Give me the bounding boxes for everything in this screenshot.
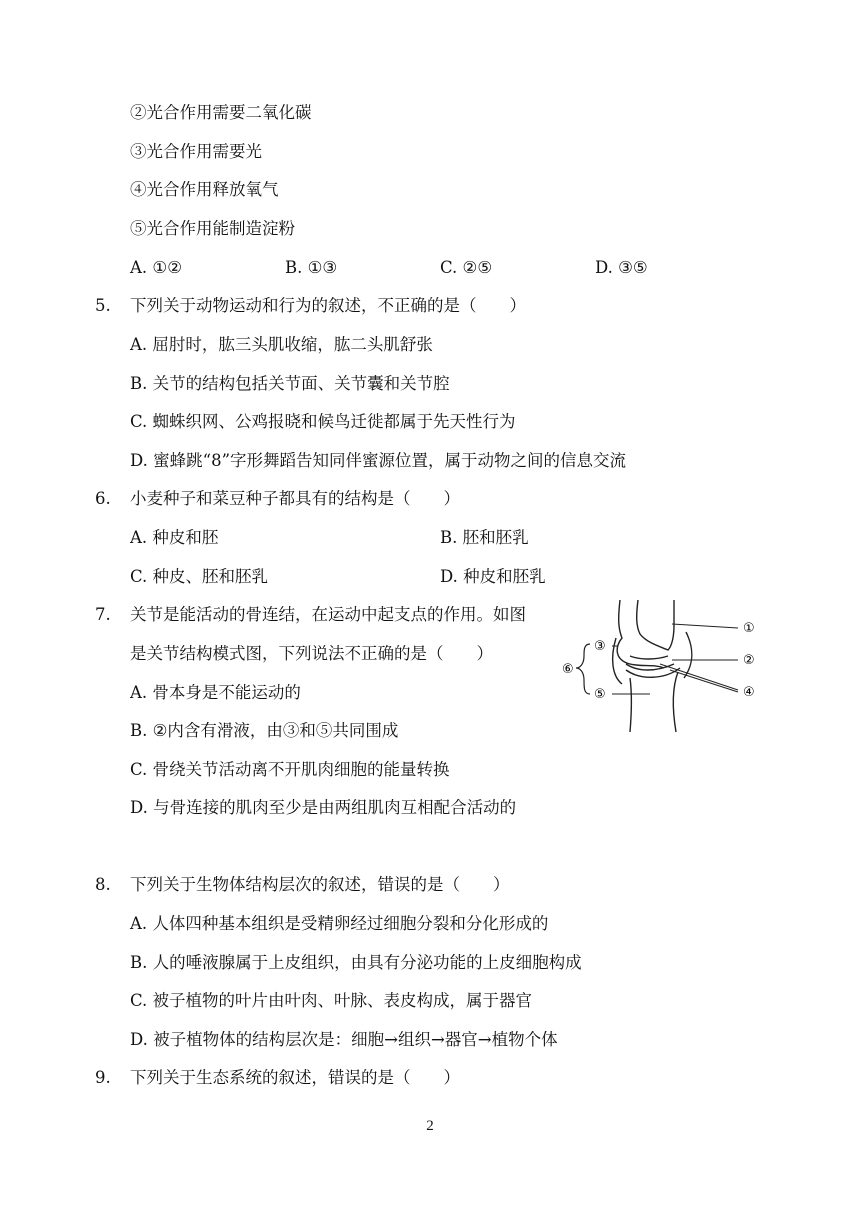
- q4-option-b: B. ①③: [285, 258, 338, 277]
- label-one: ①: [743, 621, 755, 636]
- q8-option-c: C. 被子植物的叶片由叶肉、叶脉、表皮构成，属于器官: [130, 991, 533, 1010]
- q7-number: 7.: [95, 605, 111, 624]
- q8-option-d: D. 被子植物体的结构层次是：细胞→组织→器官→植物个体: [130, 1030, 558, 1049]
- q9-stem: 下列关于生态系统的叙述，错误的是（ ）: [130, 1068, 460, 1087]
- label-four: ④: [743, 685, 755, 700]
- q5-stem: 下列关于动物运动和行为的叙述，不正确的是（ ）: [130, 296, 526, 315]
- q6-option-c: C. 种皮、胚和胚乳: [130, 567, 269, 586]
- q7-option-a: A. 骨本身是不能运动的: [130, 683, 301, 702]
- label-two: ②: [743, 653, 755, 668]
- q4-option-a: A. ①②: [130, 258, 182, 277]
- q8-number: 8.: [95, 875, 111, 894]
- q4-statement-4: ④光合作用释放氧气: [130, 180, 279, 199]
- q6-option-a: A. 种皮和胚: [130, 528, 219, 547]
- joint-structure-diagram: [560, 598, 770, 733]
- q7-stem-line1: 关节是能活动的骨连结，在运动中起支点的作用。如图: [130, 605, 526, 624]
- lower-bone-right-contour: [673, 672, 678, 732]
- q5-option-c: C. 蜘蛛织网、公鸡报晓和候鸟迁徙都属于先天性行为: [130, 412, 516, 431]
- q8-option-b: B. 人的唾液腺属于上皮组织，由具有分泌功能的上皮细胞构成: [130, 953, 582, 972]
- q6-option-d: D. 种皮和胚乳: [440, 567, 546, 586]
- q8-stem: 下列关于生物体结构层次的叙述，错误的是（ ）: [130, 875, 510, 894]
- q4-option-c: C. ②⑤: [440, 258, 493, 277]
- q5-option-a: A. 屈肘时，肱三头肌收缩，肱二头肌舒张: [130, 335, 433, 354]
- q5-number: 5.: [95, 296, 111, 315]
- q6-stem: 小麦种子和菜豆种子都具有的结构是（ ）: [130, 489, 460, 508]
- q5-option-d: D. 蜜蜂跳“8”字形舞蹈告知同伴蜜源位置，属于动物之间的信息交流: [130, 451, 626, 470]
- q4-statement-2: ②光合作用需要二氧化碳: [130, 103, 312, 122]
- page-number: 2: [426, 1118, 434, 1134]
- brace-six: [576, 644, 590, 694]
- label-three: ③: [594, 639, 606, 654]
- q5-option-b: B. 关节的结构包括关节面、关节囊和关节腔: [130, 374, 450, 393]
- upper-bone-right-contour: [637, 600, 674, 650]
- q7-option-b: B. ②内含有滑液，由③和⑤共同围成: [130, 721, 399, 740]
- q7-option-d: D. 与骨连接的肌肉至少是由两组肌肉互相配合活动的: [130, 798, 517, 817]
- q6-number: 6.: [95, 489, 111, 508]
- q8-option-a: A. 人体四种基本组织是受精卵经过细胞分裂和分化形成的: [130, 914, 549, 933]
- q4-statement-5: ⑤光合作用能制造淀粉: [130, 219, 295, 238]
- q9-number: 9.: [95, 1068, 111, 1087]
- joint-capsule-right: [684, 632, 692, 678]
- q6-option-b: B. 胚和胚乳: [440, 528, 529, 547]
- label-five: ⑤: [594, 687, 606, 702]
- q4-statement-3: ③光合作用需要光: [130, 142, 262, 161]
- articular-surface-upper: [630, 656, 668, 659]
- q7-stem-line2: 是关节结构模式图，下列说法不正确的是（ ）: [130, 644, 493, 663]
- lower-bone-left-contour: [630, 678, 632, 732]
- q7-option-c: C. 骨绕关节活动离不开肌肉细胞的能量转换: [130, 760, 450, 779]
- label-six: ⑥: [562, 662, 574, 677]
- q4-option-d: D. ③⑤: [595, 258, 648, 277]
